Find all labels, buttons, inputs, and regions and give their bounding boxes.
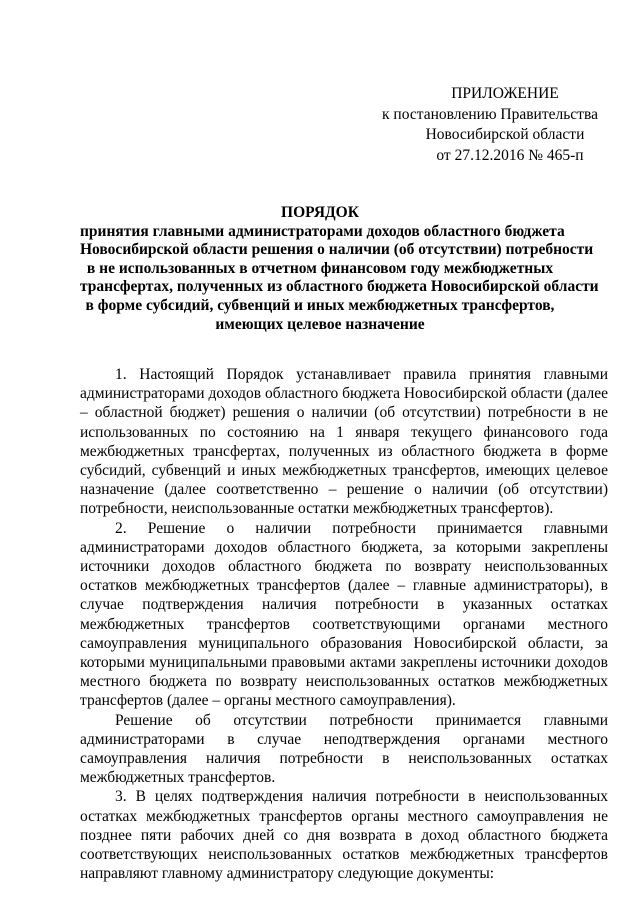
appendix-date-number: от 27.12.2016 № 465-п [436, 146, 584, 164]
title-line: трансфертах, полученных из областного бюджета Новосибирской области [80, 278, 599, 296]
title-line: принятия главными администраторами доходов областного бюджета [80, 222, 565, 240]
title-heading: ПОРЯДОК [281, 204, 359, 221]
paragraph-2-continued: Решение об отсутствии потребности принимается главными администраторами в случае неподтверждения органами местного самоуправления наличия потребности в неиспользованных остатках межбюджетных трансфертов. [80, 711, 608, 787]
title-line: Новосибирской области решения о наличии (об отсутствии) потребности [80, 241, 594, 259]
paragraph-1: 1. Настоящий Порядок устанавливает правила принятия главными администраторами доходов областного бюджета Новосибирской области (далее – областной бюджет) решения о наличии (об отсутствии) потребности в не использованных по состоянию на 1 января текущего финансового года межбюджетных трансфертах, полученных из областного бюджета в форме субсидий, субвенций и иных межбюджетных трансфертов, имеющих целевое назначение (далее соответственно – решение о наличии (об отсутствии) потребности, неиспользованные остатки межбюджетных трансфертов). [80, 366, 609, 518]
appendix-label: ПРИЛОЖЕНИЕ [451, 85, 559, 102]
paragraph-2: 2. Решение о наличии потребности принимается главными администраторами доходов областного бюджета, за которыми закреплены источники доходов областного бюджета по возврату неиспользованных остатков межбюджетных трансфертов (далее – главные администраторы), в случае подтверждения наличия потребности в указанных остатках межбюджетных трансфертов соответствующими органами местного самоуправления муниципального образования Новосибирской области, за которыми муниципальными правовыми актами закреплены источники доходов местного бюджета по возврату неиспользованных остатков межбюджетных трансфертов (далее – органы местного самоуправления). [80, 519, 608, 710]
title-line: в форме субсидий, субвенций и иных межбюджетных трансфертов, [85, 296, 555, 314]
document-body [80, 365, 608, 883]
appendix-resolution: к постановлению Правительства [382, 105, 598, 123]
title-line: в не использованных в отчетном финансовом году межбюджетных [86, 259, 554, 277]
title-line: имеющих целевое назначение [215, 315, 425, 333]
paragraph-3: 3. В целях подтверждения наличия потребности в неиспользованных остатках межбюджетных трансфертов органы местного самоуправления не позднее пяти рабочих дней со дня возврата в доход областного бюджета соответствующих неиспользованных остатков межбюджетных трансфертов направляют главному администратору следующие документы: [80, 788, 608, 883]
document-title [80, 204, 599, 334]
appendix-stamp [360, 84, 620, 166]
appendix-region: Новосибирской области [425, 126, 585, 143]
